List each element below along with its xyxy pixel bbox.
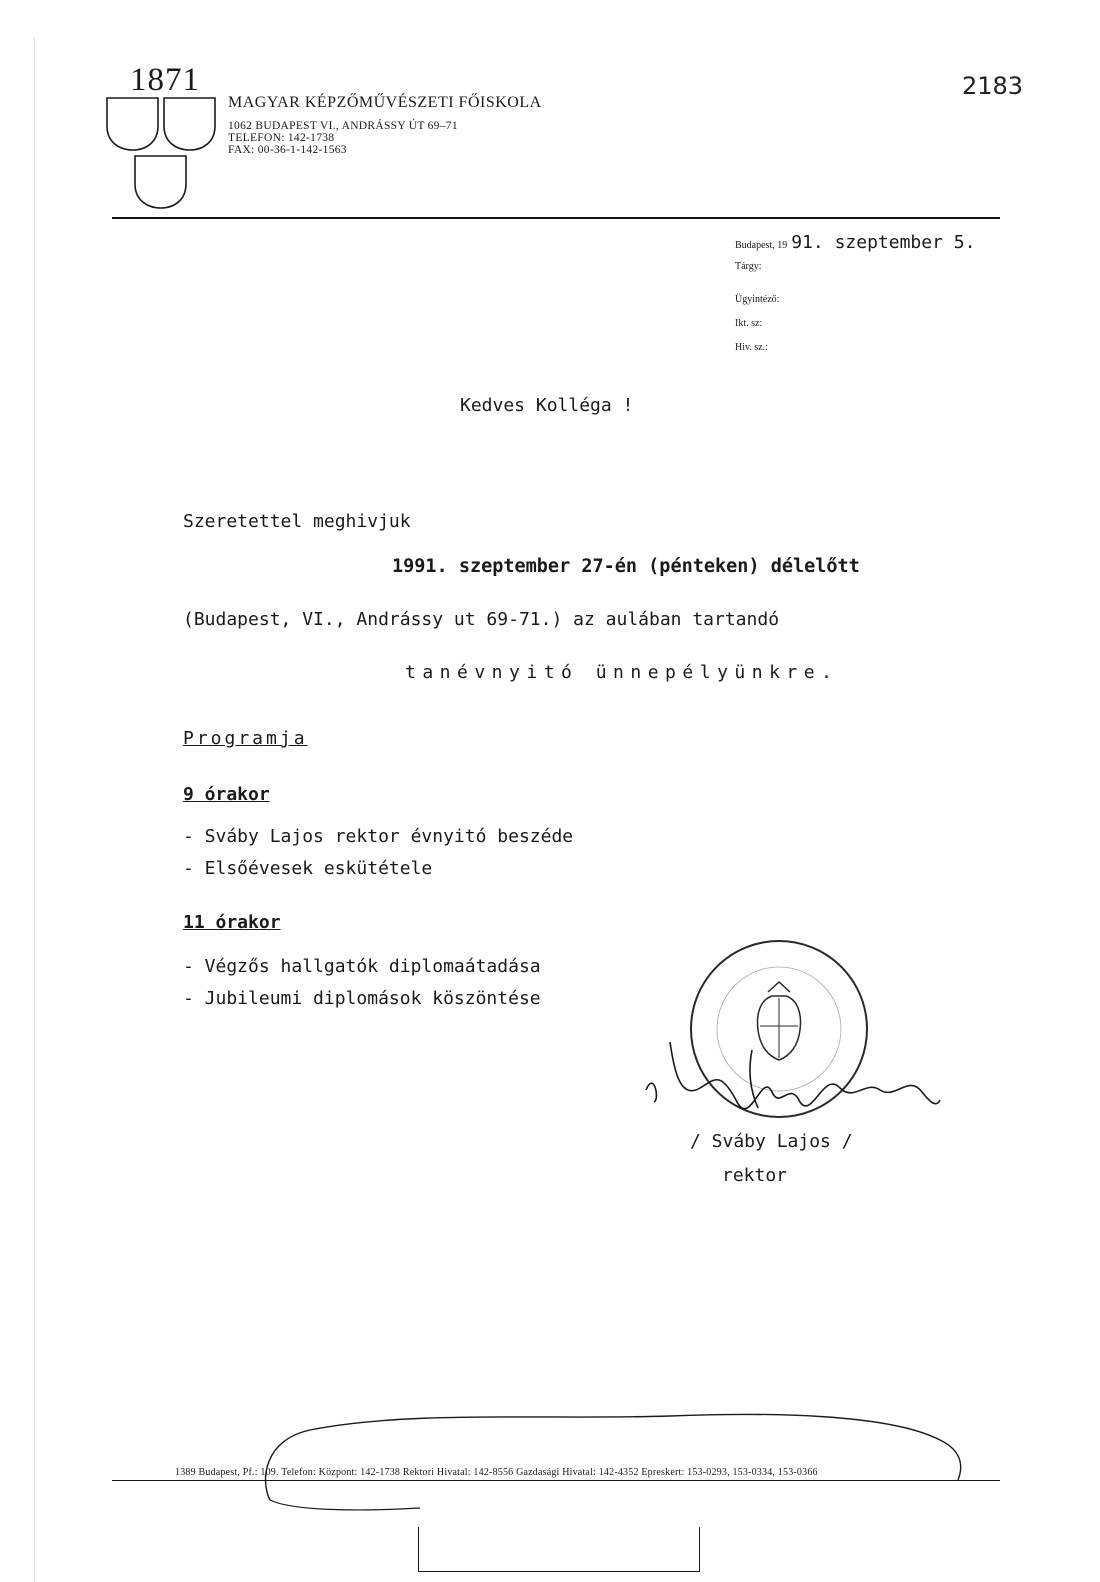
program-item: - Sváby Lajos rektor évnyitó beszéde (183, 826, 574, 847)
footer-contact: 1389 Budapest, Pf.: 109. Telefon: Központ: 142-1738 Rektori Hivatal: 142-8556 Gazdasági Hivatal: 142-4352 Epreskert: 153-0293, 153-0334, 153-0366 (175, 1467, 818, 1478)
handwritten-signature-icon (640, 1030, 950, 1140)
shield-logo-icon (104, 94, 219, 210)
bottom-edge-box (418, 1527, 700, 1572)
program-item: - Jubileumi diplomások köszöntése (183, 988, 541, 1009)
letter-page (34, 38, 1091, 1582)
institution-name: MAGYAR KÉPZŐMŰVÉSZETI FŐISKOLA (228, 94, 542, 111)
institution-address: 1062 BUDAPEST VI., ANDRÁSSY ÚT 69–71 (228, 120, 458, 132)
their-ref-label: Hiv. sz.: (735, 342, 768, 353)
institution-phone: TELEFON: 142-1738 (228, 132, 335, 144)
program-title: Programja (183, 728, 308, 749)
clerk-label: Ügyintéző: (735, 294, 780, 305)
header-rule (112, 217, 1000, 219)
event-name: tanévnyitó ünnepélyünkre. (405, 662, 839, 683)
program-item: - Végzős hallgatók diplomaátadása (183, 956, 541, 977)
salutation: Kedves Kolléga ! (460, 395, 634, 416)
ref-label: Ikt. sz: (735, 318, 763, 329)
section-time-1: 9 órakor (183, 784, 270, 805)
section-time-2: 11 órakor (183, 912, 281, 933)
footer-rule (112, 1480, 1000, 1481)
event-date: 1991. szeptember 27-én (pénteken) délelőtt (392, 556, 860, 577)
signatory-title: rektor (722, 1165, 788, 1186)
pen-mark-icon (250, 1400, 980, 1520)
date-value: 91. szeptember 5. (791, 232, 976, 253)
date-line (735, 232, 975, 253)
subject-label: Tárgy: (735, 261, 762, 272)
founding-year: 1871 (130, 62, 200, 98)
signatory-name: / Sváby Lajos / (690, 1131, 853, 1152)
handwritten-number: 2183 (962, 72, 1024, 100)
intro-text: Szeretettel meghivjuk (183, 511, 411, 532)
program-item: - Elsőévesek eskütétele (183, 858, 433, 879)
date-prefix: Budapest, 19 (735, 240, 788, 251)
institution-fax: FAX: 00-36-1-142-1563 (228, 144, 347, 156)
venue-text: (Budapest, VI., Andrássy ut 69-71.) az aulában tartandó (183, 609, 780, 630)
